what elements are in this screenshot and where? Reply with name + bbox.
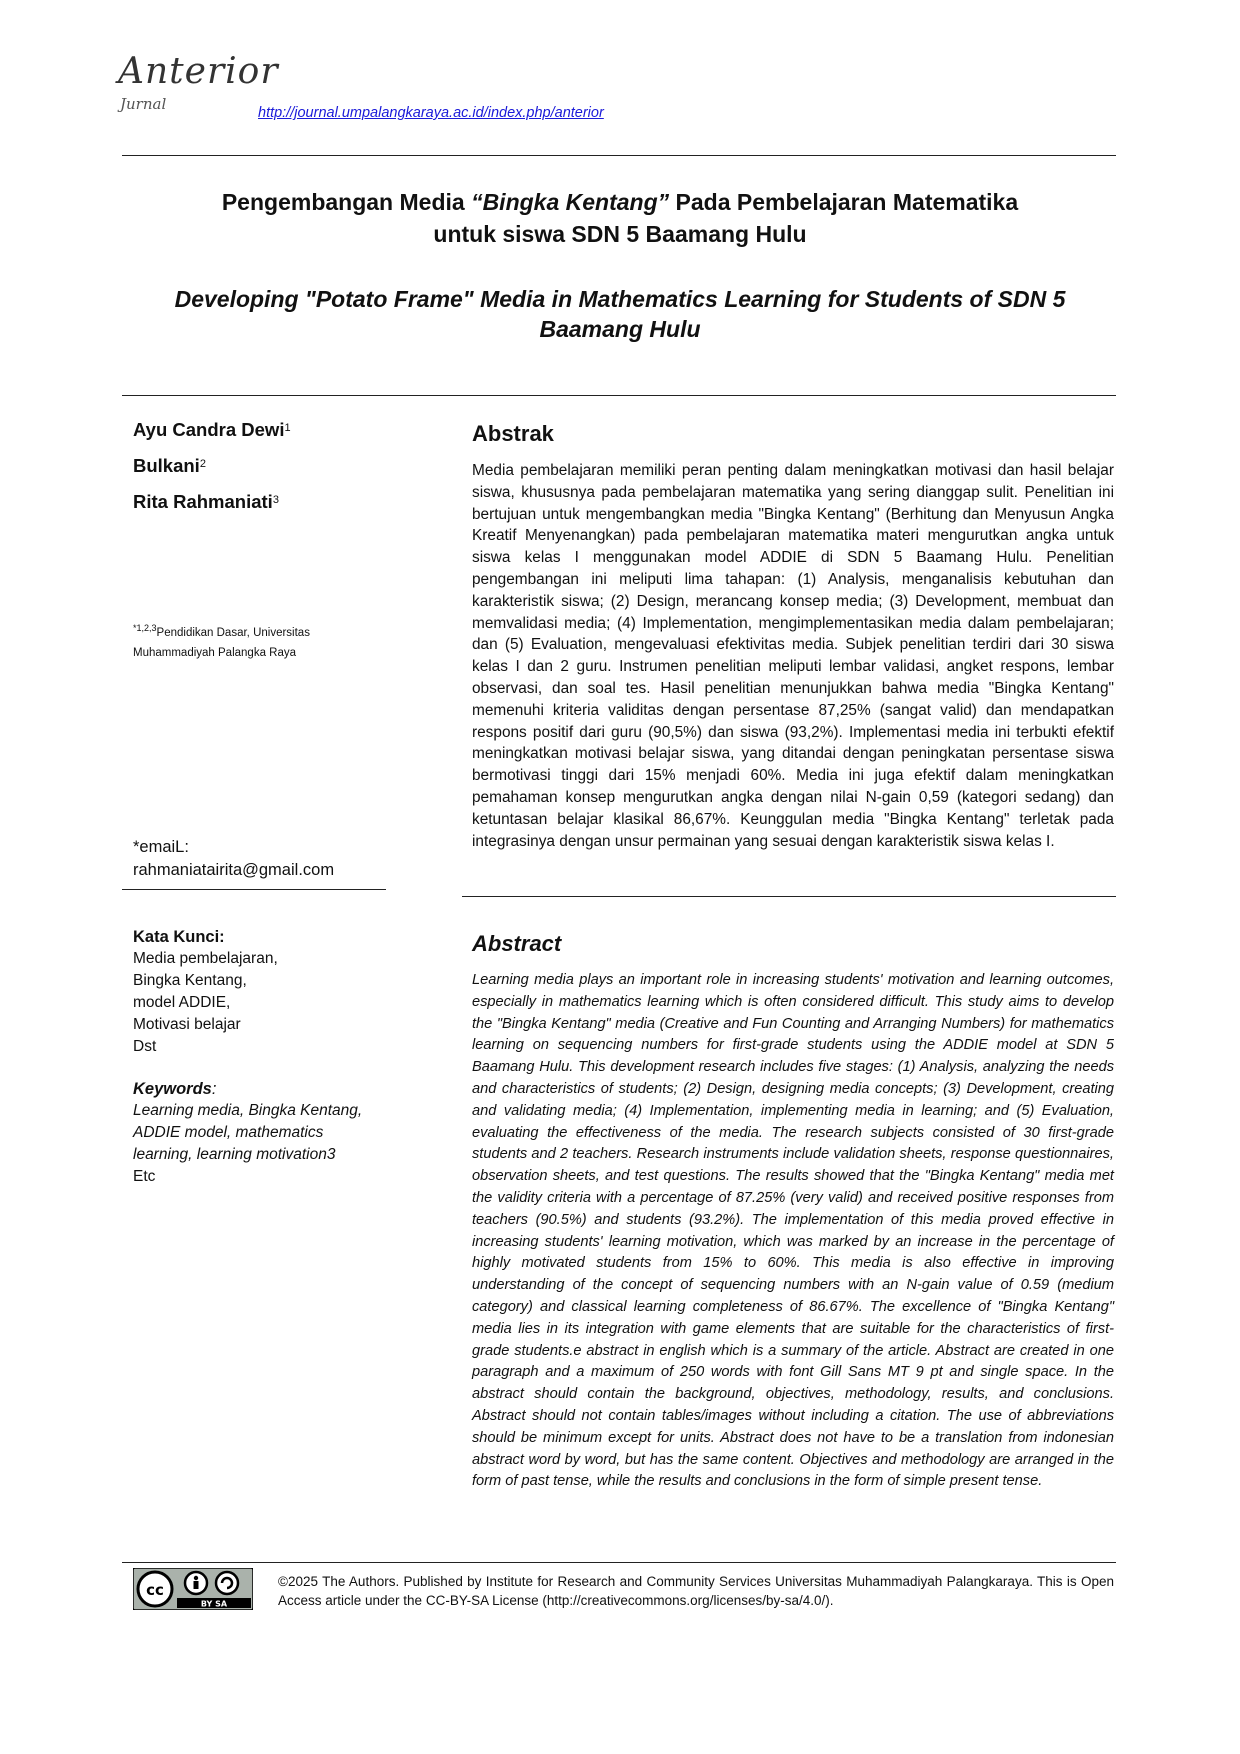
abstrak-body: Media pembelajaran memiliki peran penting dalam meningkatkan motivasi dan hasil belajar siswa, khususnya pada pembelajaran matematika yang sering dianggap sulit. Penelitian ini bertujuan untuk mengembangkan media "Bingka Kentang" (Berhitung dan Menyusun Angka Kreatif Menyenangkan) pada pembelajaran matematika materi mengurutkan angka untuk siswa kelas I menggunakan model ADDIE di SDN 5 Baamang Hulu. Penelitian pengembangan ini meliputi lima tahapan: (1) Analysis, menganalisis kebutuhan dan karakteristik siswa; (2) Design, merancang konsep media; (3) Development, membuat dan memvalidasi media; (4) Implementation, mengimplementasikan media dalam pembelajaran; dan (5) Evaluation, mengevaluasi efektivitas media. Subjek penelitian terdiri dari 30 siswa kelas I dan 2 guru. Instrumen penelitian meliputi lembar validasi, angket respons, lembar observasi, dan soal tes. Hasil penelitian menunjukkan bahwa media "Bingka Kentang" memenuhi kriteria validitas dengan persentase 87,25% (sangat valid) dan mendapatkan respons positif dari guru (90,5%) dan siswa (93,2%). Implementasi media ini terbukti efektif meningkatkan motivasi belajar siswa, yang ditandai dengan peningkatan persentase siswa bermotivasi tinggi dari 15% menjadi 60%. Media ini juga efektif dalam meningkatkan pemahaman konsep mengurutkan angka dengan nilai N-gain 0,59 (kategori sedang) dan ketuntasan belajar klasikal 86,67%. Keunggulan media "Bingka Kentang" terletak pada integrasinya dengan unsur permainan yang sesuai dengan karakteristik siswa kelas I.	[472, 462, 1114, 850]
footer-divider	[122, 1562, 1116, 1563]
keywords-heading-colon: :	[211, 1080, 217, 1098]
affiliation-sup: *1,2,3	[133, 623, 157, 633]
keywords-etc: Etc	[133, 1168, 156, 1185]
affiliation-text: Pendidikan Dasar, Universitas Muhammadiyah Palangka Raya	[133, 626, 310, 659]
author-sup: 2	[199, 458, 206, 470]
kata-kunci-item: Motivasi belajar	[133, 1016, 241, 1033]
author-affiliation	[133, 618, 383, 663]
cc-by-sa-icon	[133, 1568, 253, 1610]
title-divider	[122, 395, 1116, 396]
cc-badge-text: BY SA	[200, 1599, 228, 1609]
title-id-part2: Pada Pembelajaran Matematika	[669, 189, 1019, 215]
abstrak-heading: Abstrak	[472, 421, 554, 446]
keywords-heading-text: Keywords	[133, 1080, 212, 1098]
keywords-list: Learning media, Bingka Kentang, ADDIE model, mathematics learning, learning motivation3	[133, 1102, 363, 1163]
author-1	[133, 418, 291, 442]
author-name: Bulkani	[133, 455, 200, 476]
email-divider	[122, 889, 386, 890]
article-title-english: Developing "Potato Frame" Media in Mathematics Learning for Students of SDN 5 Baamang Hulu	[174, 286, 1066, 342]
svg-text:cc: cc	[146, 1581, 164, 1599]
kata-kunci-item: model ADDIE,	[133, 994, 231, 1011]
article-title-indonesian	[180, 186, 1060, 250]
author-3	[133, 490, 279, 514]
email-value: rahmaniatairita@gmail.com	[133, 861, 335, 879]
corresponding-email	[133, 836, 393, 882]
author-sup: 3	[272, 494, 279, 506]
author-sup: 1	[284, 422, 291, 434]
keywords-block	[133, 1078, 378, 1188]
journal-url-link[interactable]: http://journal.umpalangkaraya.ac.id/index.php/anterior	[258, 105, 604, 121]
kata-kunci-item: Dst	[133, 1038, 157, 1055]
journal-logo: Anterior	[118, 51, 279, 92]
license-statement: ©2025 The Authors. Published by Institute for Research and Community Services Universitas Muhammadiyah Palangkaraya. This is Open Access article under the CC-BY-SA License (http://creativecommons.org/licenses/by-sa/4.0/).	[278, 1574, 1114, 1608]
abstract-heading-text: Abstract	[472, 931, 562, 956]
author-name: Ayu Candra Dewi	[133, 419, 285, 440]
journal-logo-subtitle: Jurnal	[120, 95, 167, 113]
author-2	[133, 454, 206, 478]
kata-kunci-item: Bingka Kentang,	[133, 972, 247, 989]
kata-kunci-heading: Kata Kunci:	[133, 928, 225, 946]
kata-kunci-item: Media pembelajaran,	[133, 950, 278, 967]
abstract-body: Learning media plays an important role in increasing students' motivation and learning outcomes, especially in mathematics learning which is often considered difficult. This study aims to develop the "Bingka Kentang" media (Creative and Fun Counting and Arranging Numbers) for mathematics learning on sequencing numbers for first-grade students using the ADDIE model at SDN 5 Baamang Hulu. This development research includes five stages: (1) Analysis, analyzing the needs and characteristics of students; (2) Design, designing media concepts; (3) Development, creating and validating media; (4) Implementation, implementing media in learning; and (5) Evaluation, evaluating the effectiveness of the media. The research subjects consisted of 30 first-grade students and 2 teachers. Research instruments include validation sheets, response questionnaires, observation sheets, and test questions. The results showed that the "Bingka Kentang" media met the validity criteria with a percentage of 87.25% (very valid) and received positive responses from teachers (90.5%) and students (93.2%). The implementation of this media proved effective in increasing students' learning motivation, which was marked by an increase in the percentage of highly motivated students from 15% to 60%. This media is also effective in improving understanding of the concept of sequencing numbers with an N-gain value of 0.59 (medium category) and classical learning completeness of 86.67%. The excellence of "Bingka Kentang" media lies in its integration with game elements that are suitable for the characteristics of first-grade students.e abstract in english which is a summary of the article. Abstract are created in one paragraph and a maximum of 250 words with font Gill Sans MT 9 pt and single space. In the abstract should contain the background, objectives, methodology, results, and conclusions. Abstract should not contain tables/images without including a citation. The use of abbreviations should be minimum except for units. Abstract does not have to be a translation from indonesian abstract word by word, but has the same content. Objectives and methodology are arranged in the form of past tense, while the results and conclusions in the form of simple present tense.	[472, 972, 1114, 1490]
email-label: *emaiL:	[133, 838, 189, 856]
abstract-heading	[472, 930, 561, 958]
header-divider	[122, 155, 1116, 156]
title-id-line2: untuk siswa SDN 5 Baamang Hulu	[433, 221, 807, 247]
author-name: Rita Rahmaniati	[133, 491, 273, 512]
cc-by-sa-badge[interactable]	[133, 1568, 253, 1610]
title-id-part1: Pengembangan Media	[221, 189, 472, 215]
title-id-italic: “Bingka Kentang”	[471, 189, 670, 215]
abstrak-divider	[462, 896, 1116, 897]
keywords-heading	[133, 1078, 378, 1100]
kata-kunci-block	[133, 926, 393, 1058]
